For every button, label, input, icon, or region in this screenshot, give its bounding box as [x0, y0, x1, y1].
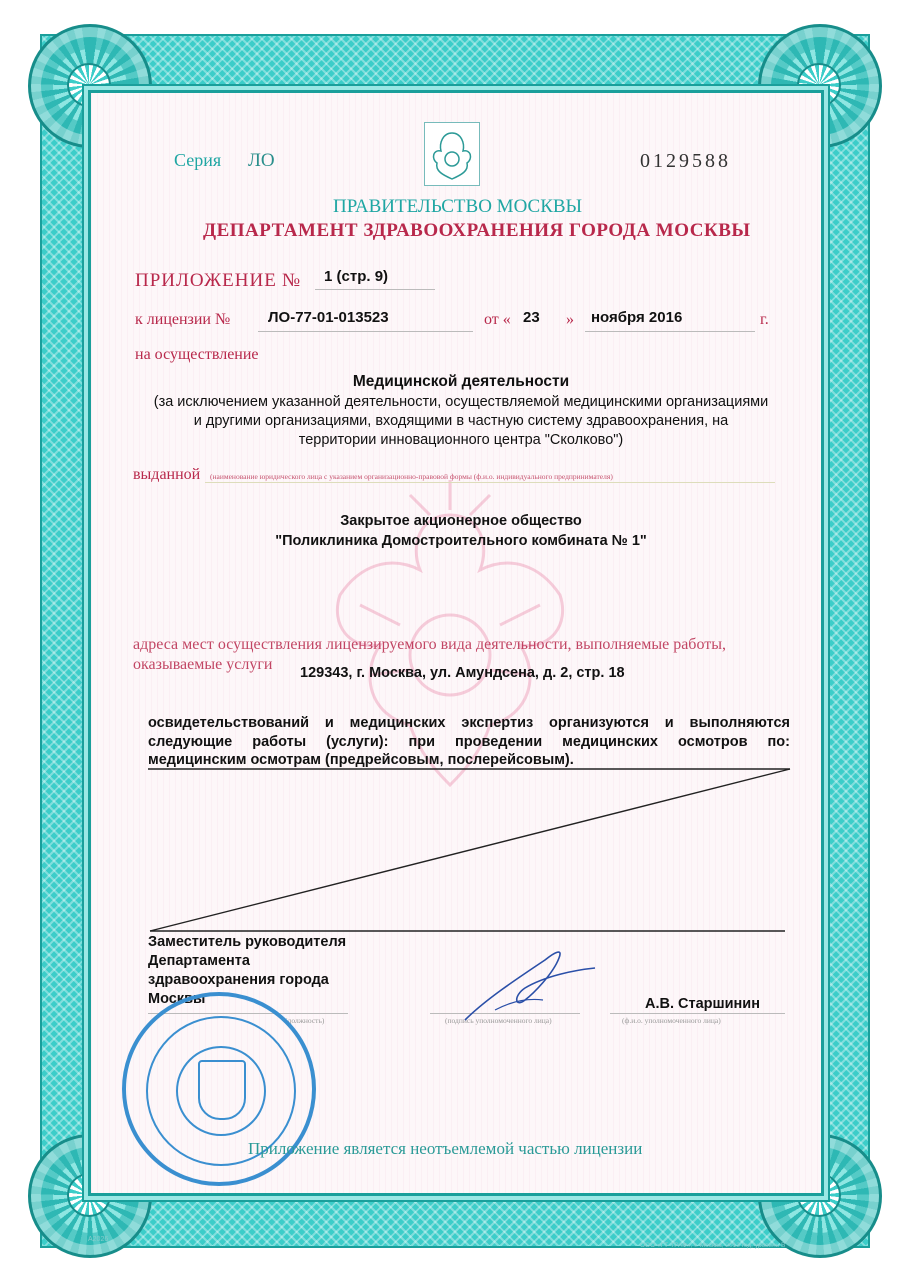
activity-desc-line3: территории инновационного центра "Сколково") [298, 432, 624, 448]
signature-hint: (подпись уполномоченного лица) [445, 1016, 552, 1025]
footer-note: Приложение является неотъемлемой частью лицензии [248, 1139, 643, 1158]
name-underline [610, 1013, 785, 1014]
issued-hint: (наименование юридического лица с указанием организационно-правовой формы (ф.и.о. индивидуального предпринимателя) [210, 472, 613, 481]
organization-line2: "Поликлиника Домостроительного комбината № 1" [275, 533, 647, 549]
issued-label: выданной [133, 466, 201, 483]
license-prefix: к лицензии № [135, 311, 231, 328]
activity-desc-line2: и другими организациями, входящими в частную систему здравоохранения, на [193, 413, 729, 429]
signer-name: А.В. Старшинин [645, 996, 760, 1012]
series-label: Серия [174, 150, 222, 170]
license-year-suffix: г. [760, 311, 769, 328]
appendix-number-sign: № [282, 270, 301, 291]
name-hint: (ф.и.о. уполномоченного лица) [622, 1016, 721, 1025]
government-title: ПРАВИТЕЛЬСТВО МОСКВЫ [333, 196, 583, 217]
license-month-year: ноября 2016 [591, 309, 683, 326]
signer-position-line3: здравоохранения города [148, 972, 329, 988]
print-code-left: А2026 [88, 1236, 109, 1243]
works-line2: следующие работы (услуги): при проведении медицинских осмотров по: [148, 734, 790, 750]
print-code-right: ООО «ГТ-ТРАФ», г. Москва, 2013 год, уровень В [640, 1242, 786, 1249]
form-number: 0129588 [640, 150, 731, 172]
license-day: 23 [523, 309, 540, 326]
position-hint: (должность) [285, 1016, 325, 1025]
activity-title: Медицинской деятельности [352, 373, 570, 390]
license-number: ЛО-77-01-013523 [268, 309, 389, 326]
address-value: 129343, г. Москва, ул. Амундсена, д. 2, стр. 18 [300, 665, 625, 681]
series-value: ЛО [248, 150, 275, 171]
activity-desc-line1: (за исключением указанной деятельности, осуществляемой медицинскими организациями [153, 394, 769, 410]
appendix-number: 1 (стр. 9) [324, 268, 389, 285]
address-label-line1: адреса мест осуществления лицензируемого вида деятельности, выполняемые работы, [133, 636, 726, 653]
st-george-emblem-icon [198, 1060, 246, 1120]
works-line3: медицинским осмотрам (предрейсовым, послерейсовым). [148, 752, 574, 768]
appendix-label: ПРИЛОЖЕНИЕ [135, 270, 277, 291]
license-from-label: от « [484, 311, 511, 328]
signer-position-line1: Заместитель руководителя [148, 934, 347, 950]
signer-position-line2: Департамента [148, 953, 250, 969]
handwritten-signature [455, 940, 605, 1030]
activity-label: на осуществление [135, 346, 259, 363]
address-label-line2: оказываемые услуги [133, 656, 273, 673]
signer-position-line4: Москвы [148, 991, 206, 1007]
organization-line1: Закрытое акционерное общество [340, 513, 582, 529]
license-close-quote: » [566, 311, 574, 328]
works-line1: освидетельствований и медицинских экспертиз организуются и выполняются [148, 715, 790, 731]
department-title: ДЕПАРТАМЕНТ ЗДРАВООХРАНЕНИЯ ГОРОДА МОСКВЫ [203, 220, 751, 241]
